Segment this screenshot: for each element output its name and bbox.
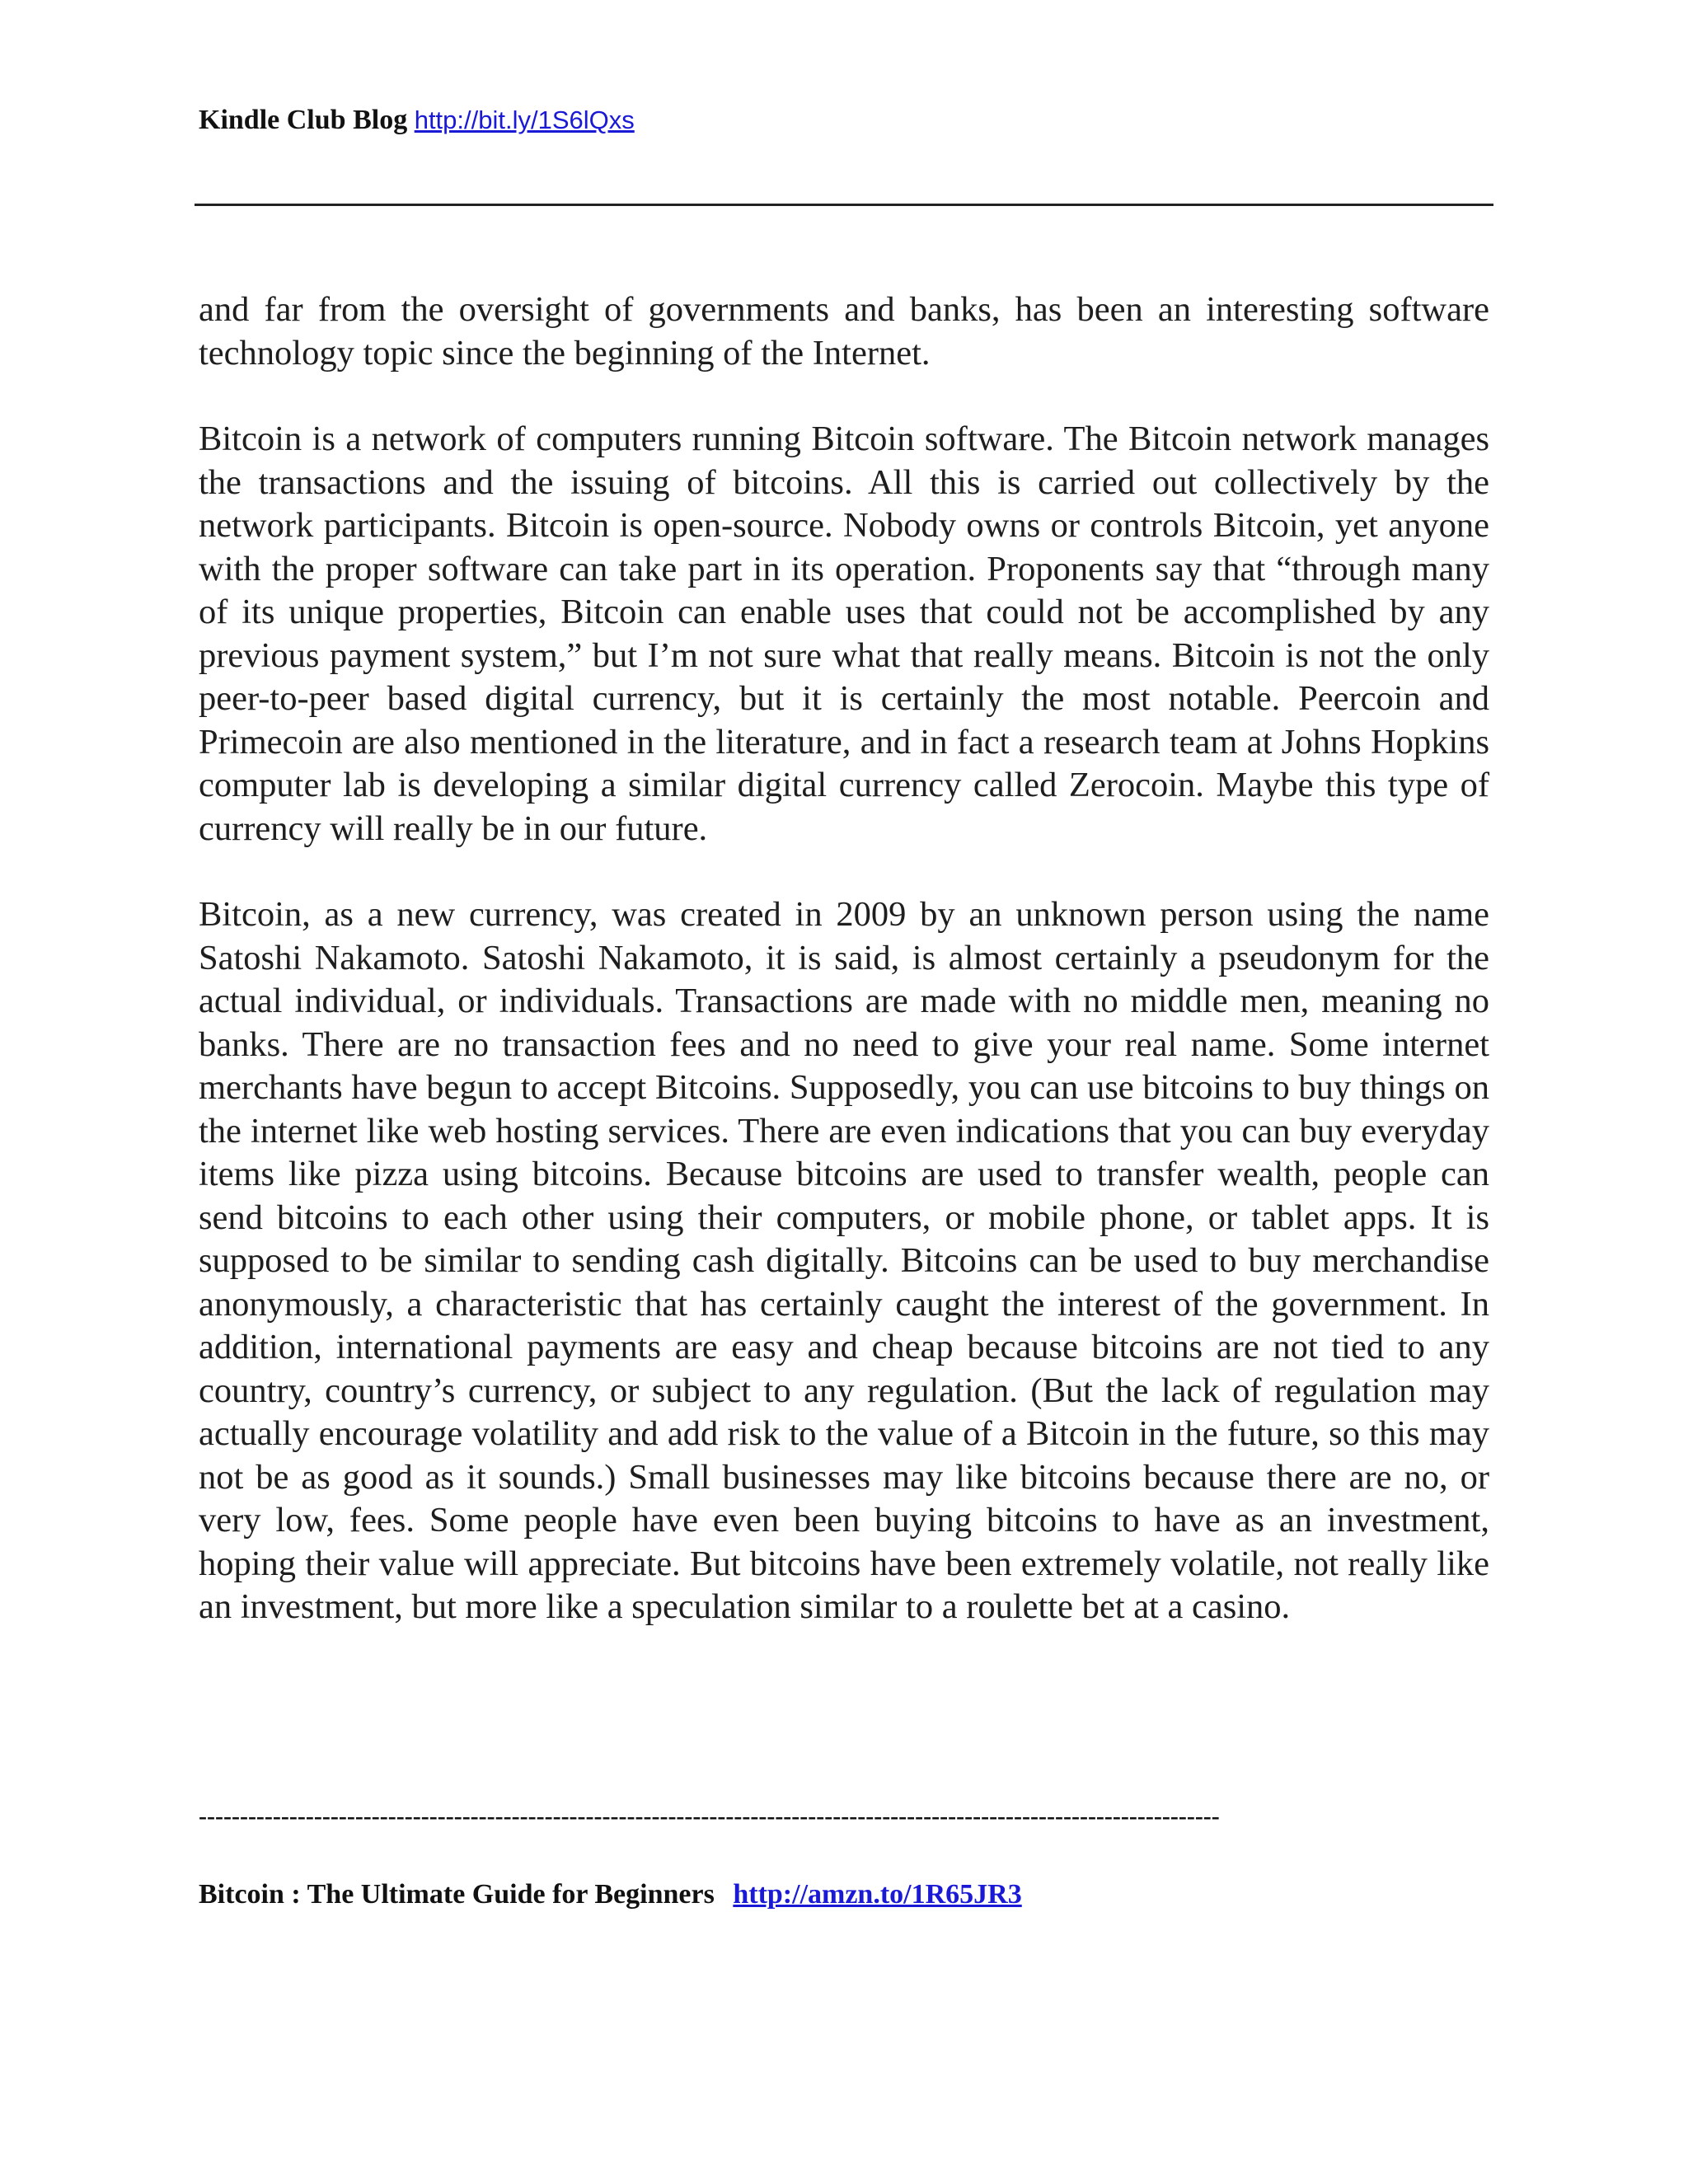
page-footer — [199, 1875, 1022, 1915]
paragraph-network: Bitcoin is a network of computers running Bitcoin software. The Bitcoin network manages the transactions and the issuing of bitcoins. All this is carried out collectively by the network participants. Bitcoin is open-source. Nobody owns or controls Bitcoin, yet anyone with the proper software can take part in its operation. Proponents say that “through many of its unique properties, Bitcoin can enable uses that could not be accomplished by any previous payment system,” but I’m not sure what that really means. Bitcoin is not the only peer-to-peer based digital currency, but it is certainly the most notable. Peercoin and Primecoin are also mentioned in the literature, and in fact a research team at Johns Hopkins computer lab is developing a similar digital currency called Zerocoin. Maybe this type of currency will really be in our future. — [199, 419, 1489, 848]
header-divider — [195, 204, 1493, 206]
blog-link[interactable]: http://bit.ly/1S6lQxs — [414, 105, 635, 134]
paragraph-intro: and far from the oversight of governments and banks, has been an interesting software technology topic since the beginning of the Internet. — [199, 290, 1489, 373]
page-header — [199, 101, 635, 140]
article-body — [199, 288, 1489, 1672]
paragraph-history: Bitcoin, as a new currency, was created in 2009 by an unknown person using the name Satoshi Nakamoto. Satoshi Nakamoto, it is said, is almost certainly a pseudonym for the actual individual, or individuals. Transactions are made with no middle men, meaning no banks. There are no transaction fees and no need to give your real name. Some internet merchants have begun to accept Bitcoins. Supposedly, you can use bitcoins to buy things on the internet like web hosting services. There are even indications that you can buy everyday items like pizza using bitcoins. Because bitcoins are used to transfer wealth, people can send bitcoins to each other using their computers, or mobile phone, or tablet apps. It is supposed to be similar to sending cash digitally. Bitcoins can be used to buy merchandise anonymously, a characteristic that has certainly caught the interest of the government. In addition, international payments are easy and cheap because bitcoins are not tied to any country, country’s currency, or subject to any regulation. (But the lack of regulation may actually encourage volatility and add risk to the value of a Bitcoin in the future, so this may not be as good as it sounds.) Small businesses may like bitcoins because there are no, or very low, fees. Some people have even been buying bitcoins to have as an investment, hoping their value will appreciate. But bitcoins have been extremely volatile, not really like an investment, but more like a speculation similar to a roulette bet at a casino. — [199, 895, 1489, 1626]
book-title: Bitcoin : The Ultimate Guide for Beginners — [199, 1879, 715, 1910]
blog-title: Kindle Club Blog — [199, 105, 408, 135]
book-link[interactable]: http://amzn.to/1R65JR3 — [733, 1879, 1022, 1910]
footer-separator: ---------------------------------------------------------------------------------------------------------------------------- — [199, 1802, 1220, 1830]
